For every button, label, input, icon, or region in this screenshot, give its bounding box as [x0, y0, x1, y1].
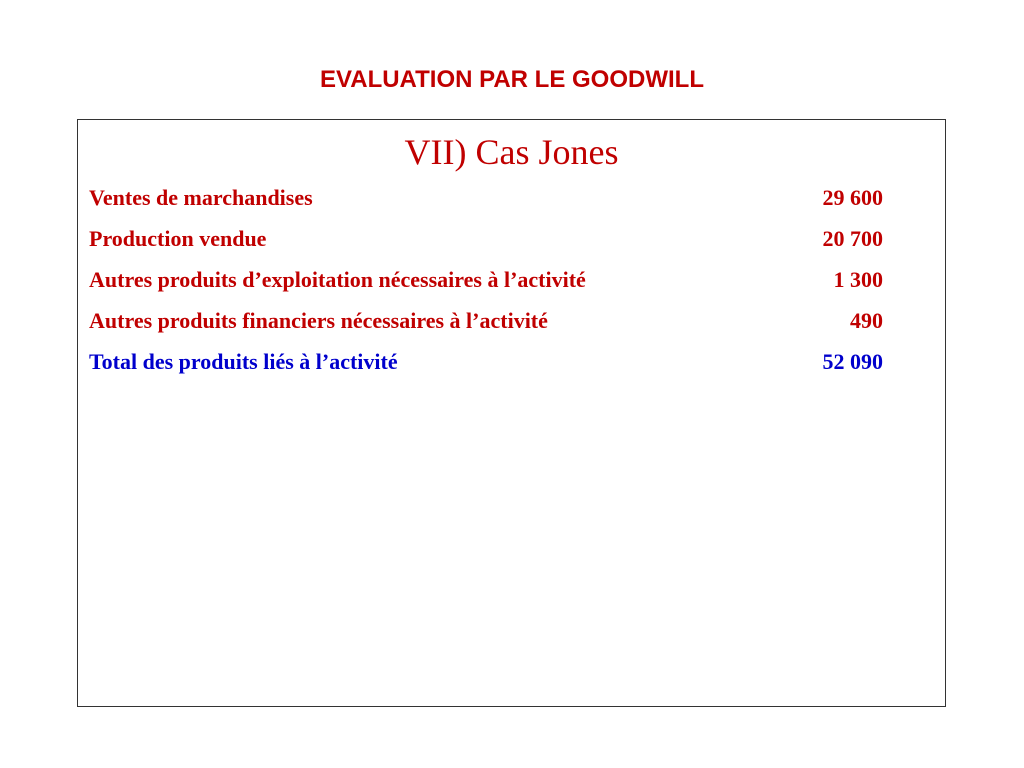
line-item-autres-produits-exploitation: [89, 262, 883, 303]
line-item-label: Autres produits d’exploitation nécessaires à l’activité: [89, 267, 586, 292]
line-item-value: 29 600: [822, 185, 883, 210]
line-items: [89, 180, 883, 385]
line-item-value: 490: [850, 308, 883, 333]
line-item-value: 1 300: [833, 267, 883, 292]
line-item-value: 20 700: [822, 226, 883, 251]
line-item-autres-produits-financiers: [89, 303, 883, 344]
slide-title: EVALUATION PAR LE GOODWILL: [320, 66, 704, 93]
total-value: 52 090: [822, 349, 883, 374]
total-label: Total des produits liés à l’activité: [89, 349, 398, 374]
line-item-ventes-marchandises: [89, 180, 883, 221]
total-row: [89, 344, 883, 385]
line-item-production-vendue: [89, 221, 883, 262]
line-item-label: Ventes de marchandises: [89, 185, 313, 210]
line-item-label: Autres produits financiers nécessaires à l’activité: [89, 308, 548, 333]
content-box: [77, 119, 946, 707]
line-item-label: Production vendue: [89, 226, 267, 251]
section-heading: VII) Cas Jones: [404, 132, 619, 172]
